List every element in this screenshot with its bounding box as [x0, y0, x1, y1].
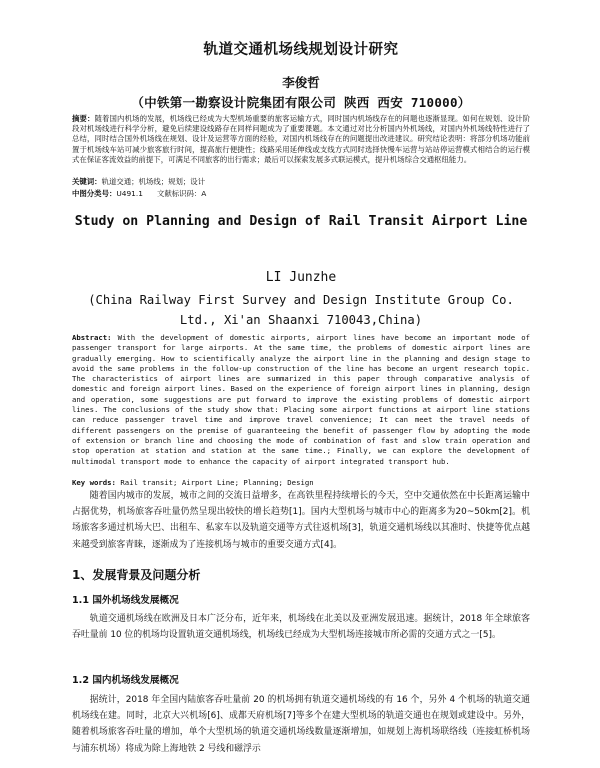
- chinese-abstract-label: 摘要：: [72, 114, 95, 123]
- document-code-label: 文献标识码：: [156, 189, 202, 198]
- chinese-affiliation: （中铁第一勘察设计院集团有限公司 陕西 西安 710000）: [131, 95, 471, 110]
- chinese-abstract-text: 随着国内机场的发展，机场线已经成为大型机场重要的旅客运输方式，同时国内机场线存在的问题也逐渐显现。如何在规划、设计阶段对机场线进行科学分析，避免后续建设线路存在同样问题成为了重要课题。本文通过对比分析国内外机场线，对国内外机场线特性进行了总结，同时结合国外机场线在规划、设计及运营等方面的经验，对国内机场线存在的问题提出改进建议。研究结论表明：将部分机场功能前置于机场线车站可减少旅客旅行时间，提高旅行便捷性；线路采用延伸线或支线方式同时选择快慢车运营与站站停运营模式相结合的运行模式在保证客流效益的前提下，可满足不同旅客的出行需求；最后可以探索发展多式联运模式，提升机场综合交通枢纽能力。: [72, 114, 530, 164]
- document-code: A: [201, 189, 207, 198]
- english-keywords-label: Key words:: [72, 478, 116, 487]
- chinese-keywords-label: 关键词：: [72, 177, 102, 186]
- section-1-heading: 1、发展背景及问题分析: [72, 568, 201, 582]
- chinese-abstract: [72, 114, 530, 165]
- english-abstract-text: With the development of domestic airports, airport lines have become an important mode of passenger transport for large airports. At the same time, the problems of domestic airport lines are gradually emerging. How to scientifically analyze the airport line in the planning and design stage to avoid the same problems in the follow-up construction of the line has become an urgent research topic. The characteristics of airport lines are summarized in this paper through comparative analysis of domestic and foreign airport lines. Based on the experience of foreign airport lines in planning, design and operation, some suggestions are put forward to improve the existing problems of domestic airport lines. The conclusions of the study show that: Placing some airport functions at airport line stations can reduce passenger travel time and improve travel convenience; It can meet the travel needs of different passengers on the premise of guaranteeing the benefit of passenger flow by adopting the mode of extension or branch line and choosing the mode of combination of fast and slow train operation and stop operation at station and station at the same time.; Finally, we can explore the development of multimodal transport mode to enhance the capacity of airport integrated transport hub.: [72, 333, 530, 466]
- chinese-title: 轨道交通机场线规划设计研究: [203, 42, 399, 58]
- section-1-2-paragraph: 据统计，2018 年全国内陆旅客吞吐量前 20 的机场拥有轨道交通机场线的有 16 个，另外 4 个机场的轨道交通机场线在建。同时，北京大兴机场[6]、成都天府机场[7]等多个在建大型机场的轨道交通也在规划或建设中。另外，随着机场旅客吞吐量的增加，单个大型机场的轨道交通机场线数量逐渐增加，如规划上海机场联络线（连接虹桥机场与浦东机场）将成为除上海地铁 2 号线和磁浮示: [72, 695, 530, 754]
- english-title: Study on Planning and Design of Rail Transit Airport Line: [74, 214, 528, 229]
- classification-line: [72, 189, 530, 199]
- chinese-author: 李俊哲: [282, 75, 320, 90]
- classification-label: 中图分类号：: [72, 189, 117, 198]
- english-abstract: [72, 333, 530, 467]
- english-affiliation: (China Railway First Survey and Design Institute Group Co. Ltd., Xi'an Shaanxi 710043,China): [88, 293, 514, 327]
- section-1-1-paragraph: 轨道交通机场线在欧洲及日本广泛分布，近年来，机场线在北美以及亚洲发展迅速。据统计，2018 年全球旅客吞吐量前 10 位的机场均设置轨道交通机场线，机场线已经成为大型机场连接城市所必需的交通方式之一[5]。: [72, 614, 530, 641]
- classification-code: U491.1: [116, 189, 143, 198]
- english-abstract-label: Abstract:: [72, 333, 112, 342]
- section-1-2-heading: 1.2 国内机场线发展概况: [72, 675, 179, 686]
- section-1-1-heading: 1.1 国外机场线发展概况: [72, 595, 179, 606]
- chinese-keywords: [72, 177, 530, 187]
- english-keywords: [72, 478, 530, 488]
- english-author: LI Junzhe: [265, 270, 337, 285]
- chinese-keywords-text: 轨道交通；机场线；规划；设计: [101, 177, 206, 186]
- intro-paragraph: 随着国内城市的发展，城市之间的交流日益增多，在高铁里程持续增长的今天，空中交通依然在中长距离运输中占据优势，机场旅客吞吐量仍然呈现出较快的增长趋势[1]。国内大型机场与城市中心的距离多为20~50km[2]。机场旅客多通过机场大巴、出租车、私家车以及轨道交通等方式往返机场[3]，轨道交通机场线以其准时、快捷等优点越来越受到旅客青睐，逐渐成为了连接机场与城市的重要交通方式[4]。: [72, 491, 530, 550]
- english-keywords-text: Rail transit; Airport Line; Planning; Design: [120, 478, 314, 487]
